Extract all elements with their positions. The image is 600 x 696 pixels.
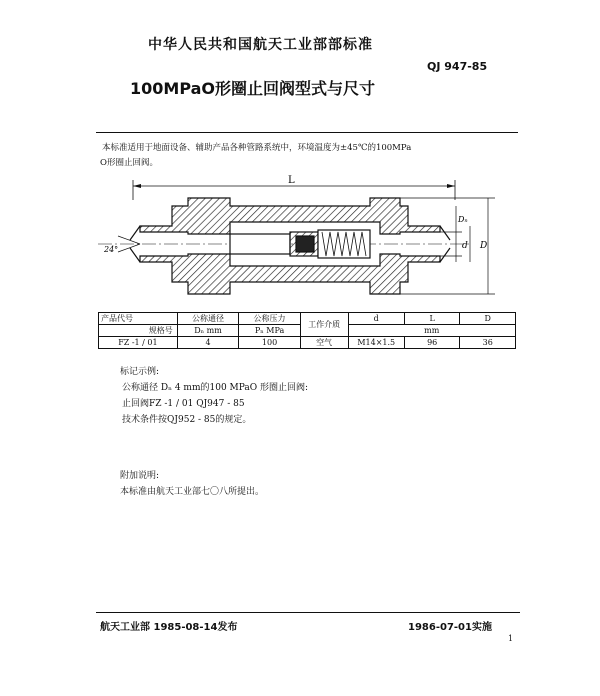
cell-L: 96: [404, 337, 460, 349]
header-product-code: 产品代号: [99, 313, 178, 325]
header-unit-mm: mm: [348, 325, 515, 337]
label-D: D: [480, 241, 488, 251]
standard-title: 中华人民共和国航天工业部部标准: [148, 37, 373, 53]
label-angle: 24°: [104, 245, 119, 254]
header-dn-unit: Dₙ mm: [177, 325, 238, 337]
cell-code: FZ -1 / 01: [99, 337, 178, 349]
cell-dn: 4: [177, 337, 238, 349]
marking-line-2: 止回阀FZ -1 / 01 QJ947 - 85: [122, 399, 245, 409]
header-d: d: [348, 313, 404, 325]
page-number: 1: [508, 634, 514, 643]
marking-line-3: 技术条件按QJ952 - 85的规定。: [122, 415, 252, 425]
effective-date: 1986-07-01实施: [408, 622, 492, 633]
issue-date: 航天工业部 1985-08-14发布: [100, 622, 238, 633]
header-pn-unit: Pₙ MPa: [239, 325, 301, 337]
header-dn: 公称通径: [177, 313, 238, 325]
marking-line-1: 公称通径 Dₙ 4 mm的100 MPaO 形圈止回阀:: [122, 383, 309, 393]
label-d: d: [462, 241, 468, 251]
label-Dn: Dₙ: [458, 215, 468, 224]
notes-heading: 附加说明:: [120, 471, 160, 481]
cell-d: M14×1.5: [348, 337, 404, 349]
footer-divider: [96, 612, 520, 613]
header-medium: 工作介质: [300, 313, 348, 337]
scope-line-1: 本标准适用于地面设备、辅助产品各种管路系统中，环境温度为±45℃的100MPa: [102, 143, 412, 153]
table-row: [99, 337, 516, 349]
standard-code: QJ 947-85: [427, 60, 488, 73]
header-pn: 公称压力: [239, 313, 301, 325]
notes-line-1: 本标准由航天工业部七〇八所提出。: [120, 487, 265, 497]
cell-D: 36: [460, 337, 516, 349]
cell-pn: 100: [239, 337, 301, 349]
scope-line-2: O形圈止回阀。: [100, 158, 158, 168]
header-spec-no: 规格号: [99, 325, 178, 337]
valve-drawing: [0, 0, 600, 310]
valve-body: [130, 198, 450, 294]
cell-medium: 空气: [300, 337, 348, 349]
header-D: D: [460, 313, 516, 325]
document-title: 100MPaO形圈止回阀型式与尺寸: [130, 79, 376, 98]
spec-table: [98, 312, 516, 349]
marking-heading: 标记示例:: [120, 367, 160, 377]
header-L: L: [404, 313, 460, 325]
label-L: L: [288, 175, 295, 186]
